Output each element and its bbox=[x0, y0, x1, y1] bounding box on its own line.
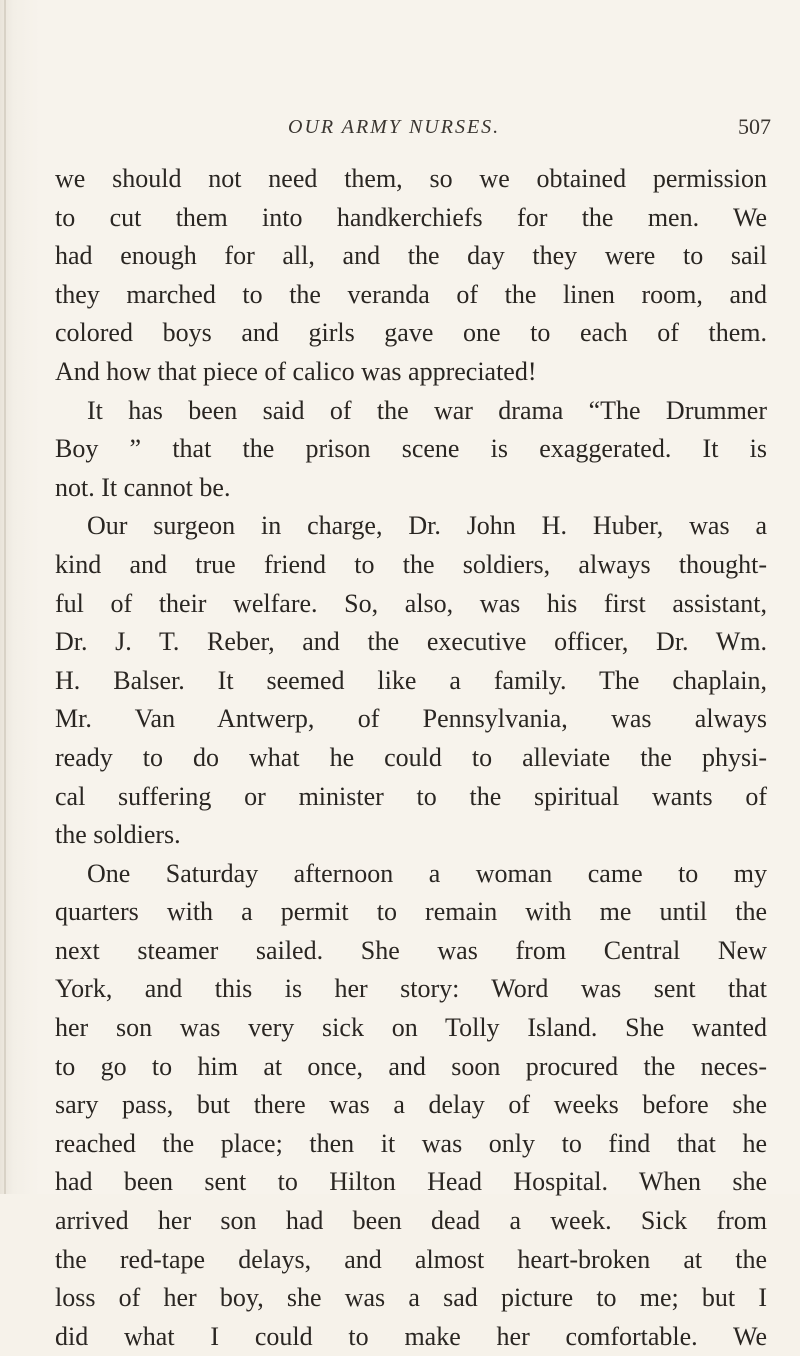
text-line: Dr. J. T. Reber, and the executive officer, Dr. Wm. bbox=[55, 627, 767, 657]
running-title: OUR ARMY NURSES. bbox=[288, 116, 501, 138]
text-line: York, and this is her story: Word was sent that bbox=[55, 974, 767, 1004]
text-line: to go to him at once, and soon procured the neces- bbox=[55, 1051, 767, 1081]
text-line: to cut them into handkerchiefs for the men. We bbox=[55, 202, 767, 232]
text-line: had enough for all, and the day they were to sail bbox=[55, 241, 767, 271]
text-line: her son was very sick on Tolly Island. She wanted bbox=[55, 1013, 767, 1043]
text-line: colored boys and girls gave one to each of them. bbox=[55, 318, 767, 348]
running-head bbox=[0, 116, 800, 146]
text-line: ready to do what he could to alleviate the physi- bbox=[55, 742, 767, 772]
text-line: One Saturday afternoon a woman came to my bbox=[87, 858, 767, 888]
text-line: next steamer sailed. She was from Central New bbox=[55, 935, 767, 965]
text-line: did what I could to make her comfortable. We bbox=[55, 1321, 767, 1351]
text-line: H. Balser. It seemed like a family. The chaplain, bbox=[55, 665, 767, 695]
page-gutter-edge bbox=[4, 0, 6, 1194]
text-line: the soldiers. bbox=[55, 820, 181, 850]
text-line: not. It cannot be. bbox=[55, 472, 231, 502]
text-line: the red-tape delays, and almost heart-broken at the bbox=[55, 1244, 767, 1274]
text-line: they marched to the veranda of the linen room, and bbox=[55, 279, 767, 309]
text-line: Boy ” that the prison scene is exaggerated. It is bbox=[55, 434, 767, 464]
text-line: kind and true friend to the soldiers, always thought- bbox=[55, 549, 767, 579]
text-line: arrived her son had been dead a week. Sick from bbox=[55, 1206, 767, 1236]
text-line: cal suffering or minister to the spiritual wants of bbox=[55, 781, 767, 811]
text-line: sary pass, but there was a delay of weeks before she bbox=[55, 1090, 767, 1120]
text-line: Mr. Van Antwerp, of Pennsylvania, was always bbox=[55, 704, 767, 734]
text-line: And how that piece of calico was appreciated! bbox=[55, 356, 537, 386]
page-number: 507 bbox=[738, 114, 771, 139]
text-line: ful of their welfare. So, also, was his first assistant, bbox=[55, 588, 767, 618]
text-line: loss of her boy, she was a sad picture to me; but I bbox=[55, 1283, 767, 1313]
text-line: It has been said of the war drama “The Drummer bbox=[87, 395, 767, 425]
body-text bbox=[55, 160, 767, 1356]
text-line: we should not need them, so we obtained permission bbox=[55, 164, 767, 193]
text-line: reached the place; then it was only to find that he bbox=[55, 1128, 767, 1158]
text-line: Our surgeon in charge, Dr. John H. Huber, was a bbox=[87, 511, 767, 541]
text-line: had been sent to Hilton Head Hospital. When she bbox=[55, 1167, 767, 1197]
text-line: quarters with a permit to remain with me until the bbox=[55, 897, 767, 927]
